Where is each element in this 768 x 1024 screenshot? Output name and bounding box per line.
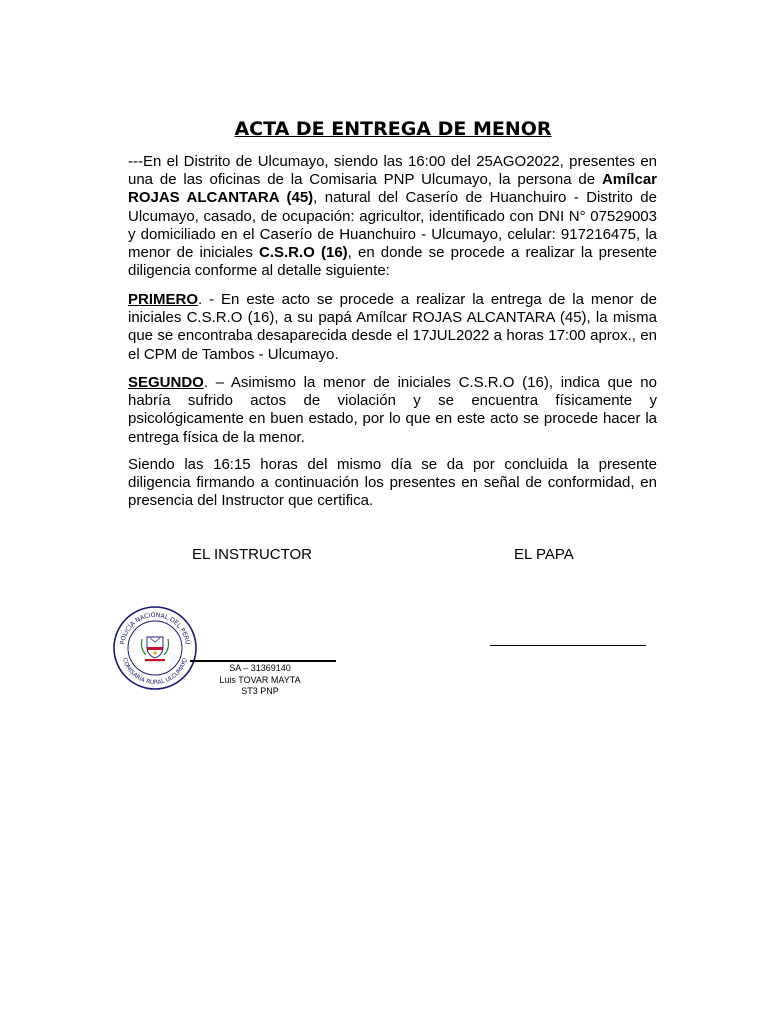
intro-text-3: , en donde se procede a realizar la presente diligencia conforme al detalle siguiente: (128, 244, 658, 280)
intro-text-1: ---En el Distrito de Ulcumayo, siendo las 16:00 del 25AGO2022, presentes en una de las oficinas de la Comisaria PNP Ulcumayo, la persona de (128, 153, 657, 189)
primero-heading: PRIMERO (128, 291, 199, 308)
segundo-text: . – Asimismo la menor de iniciales C.S.R.O (16), indica que no habría sufrido actos de violación y se encuentra físicamente y psicológicamente en buen estado, por lo que en este acto se procede hacer la entrega física de la menor. (128, 374, 657, 446)
paragraph-primero (128, 291, 657, 364)
stamp-outer-text: POLICÍA NACIONAL DEL PERÚ (119, 611, 191, 646)
paragraph-segundo (128, 374, 657, 447)
stamp-inner-text: COMISARÍA RURAL ULCUMAYO (120, 657, 190, 687)
paragraph-intro (128, 153, 657, 280)
papa-signature-line (490, 645, 646, 646)
peru-coat-of-arms-icon (142, 637, 169, 661)
instructor-label: EL INSTRUCTOR (192, 546, 313, 563)
police-stamp (112, 605, 198, 691)
segundo-heading: SEGUNDO (128, 374, 204, 391)
instructor-id: SA – 31369140 (229, 663, 291, 673)
intro-text-2: , natural del Caserío de Huanchuiro - Distrito de Ulcumayo, casado, de ocupación: agricultor, identificado con DNI N° 07529003 y domiciliado en el Caserío de Huanchuiro - Ulcumayo, celular: 917216475, la menor de iniciales (128, 189, 657, 262)
paragraph-closing: Siendo las 16:15 horas del mismo día se da por concluida la presente diligencia firmando a continuación los presentes en señal de conformidad, en presencia del Instructor que certifica. (128, 456, 657, 510)
instructor-name: Luis TOVAR MAYTA (219, 675, 301, 685)
document-title: ACTA DE ENTREGA DE MENOR (234, 118, 552, 140)
instructor-rank: ST3 PNP (241, 686, 279, 696)
person-name: Amílcar ROJAS ALCANTARA (45) (128, 171, 657, 207)
instructor-signature-line (190, 660, 336, 662)
primero-text: . - En este acto se procede a realizar la entrega de la menor de iniciales C.S.R.O (16), a su papá Amílcar ROJAS ALCANTARA (45), la misma que se encontraba desaparecida desde el 17JUL2022 a horas 17:00 aprox., en el CPM de Tambos - Ulcumayo. (128, 291, 657, 363)
papa-label: EL PAPA (514, 546, 574, 563)
minor-initials: C.S.R.O (16) (259, 244, 348, 262)
